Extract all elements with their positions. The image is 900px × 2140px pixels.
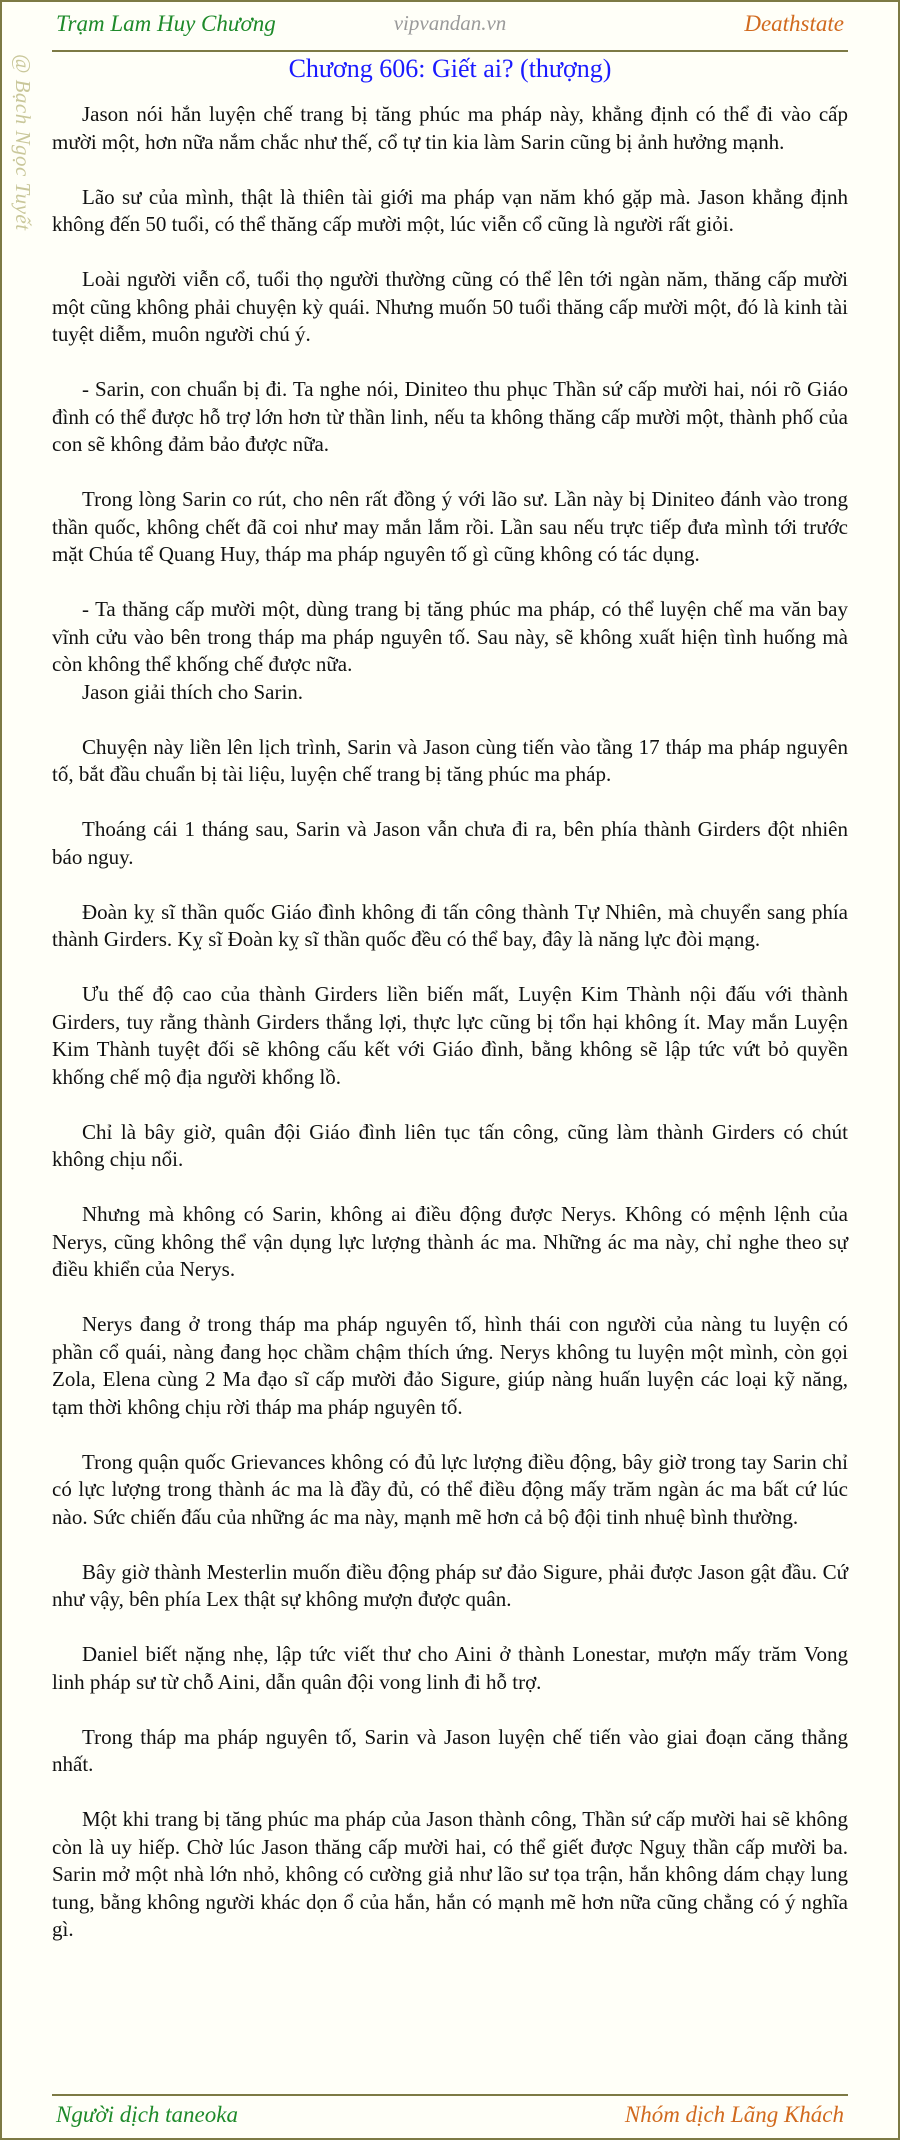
- paragraph: Một khi trang bị tăng phúc ma pháp của Jason thành công, Thần sứ cấp mười hai sẽ không còn là uy hiếp. Chờ lúc Jason thăng cấp mười hai, có thể giết được Nguỵ thần cấp mười ba. Sarin mở một nhà lớn nhỏ, không có cường giả như lão sư tọa trận, hắn không dám chạy lung tung, bằng không người khác dọn ổ của hắn, hắn có mạnh mẽ hơn nữa cũng chẳng có ý nghĩa gì.: [52, 1807, 848, 1941]
- side-watermark: @ Bạch Ngọc Tuyết: [11, 54, 35, 231]
- paragraph: Loài người viễn cổ, tuổi thọ người thường cũng có thể lên tới ngàn năm, thăng cấp mười một cũng không phải chuyện kỳ quái. Nhưng muốn 50 tuổi thăng cấp mười một, đó là kinh tài tuyệt diễm, muôn người chú ý.: [52, 267, 848, 346]
- paragraph: Jason nói hắn luyện chế trang bị tăng phúc ma pháp này, khẳng định có thể đi vào cấp mười một, hơn nữa nắm chắc như thế, cổ tự tin kia làm Sarin cũng bị ảnh hưởng mạnh.: [52, 102, 848, 154]
- paragraph: Thoáng cái 1 tháng sau, Sarin và Jason vẫn chưa đi ra, bên phía thành Girders đột nhiên báo nguy.: [52, 817, 848, 869]
- header-author: Deathstate: [744, 11, 844, 36]
- footer-translator: Người dịch taneoka: [56, 2102, 238, 2127]
- paragraph: Trong lòng Sarin co rút, cho nên rất đồng ý với lão sư. Lần này bị Diniteo đánh vào trong thần quốc, không chết đã coi như may mắn lắm rồi. Lần sau nếu trực tiếp đưa mình tới trước mặt Chúa tể Quang Huy, tháp ma pháp nguyên tố gì cũng không có tác dụng.: [52, 487, 848, 566]
- paragraph: Ưu thế độ cao của thành Girders liền biến mất, Luyện Kim Thành nội đấu với thành Girders, tuy rằng thành Girders thắng lợi, thực lực cũng bị tổn hại không ít. May mắn Luyện Kim Thành tuyệt đối sẽ không cấu kết với Giáo đình, bằng không sẽ lập tức vứt bỏ quyền khống chế mộ địa người khổng lồ.: [52, 982, 848, 1089]
- paragraph: Daniel biết nặng nhẹ, lập tức viết thư cho Aini ở thành Lonestar, mượn mấy trăm Vong linh pháp sư từ chỗ Aini, dẫn quân đội vong linh đi hỗ trợ.: [52, 1642, 848, 1694]
- paragraph: Chuyện này liền lên lịch trình, Sarin và Jason cùng tiến vào tầng 17 tháp ma pháp nguyên tố, bắt đầu chuẩn bị tài liệu, luyện chế trang bị tăng phúc ma pháp.: [52, 734, 848, 786]
- paragraph: Nhưng mà không có Sarin, không ai điều động được Nerys. Không có mệnh lệnh của Nerys, cũng không thể vận dụng lực lượng thành ác ma. Những ác ma này, chỉ nghe theo sự điều khiển của Nerys.: [52, 1202, 848, 1281]
- chapter-body: [52, 101, 848, 1971]
- paragraph: Lão sư của mình, thật là thiên tài giới ma pháp vạn năm khó gặp mà. Jason khẳng định không đến 50 tuổi, có thể thăng cấp mười một, lúc viễn cổ cũng là người rất giỏi.: [52, 184, 848, 236]
- paragraph: Jason giải thích cho Sarin.: [82, 679, 304, 704]
- paragraph: Chỉ là bây giờ, quân đội Giáo đình liên tục tấn công, cũng làm thành Girders có chút không chịu nổi.: [52, 1119, 848, 1171]
- paragraph: Bây giờ thành Mesterlin muốn điều động pháp sư đảo Sigure, phải được Jason gật đầu. Cứ như vậy, bên phía Lex thật sự không mượn được quân.: [52, 1559, 848, 1611]
- paragraph: - Sarin, con chuẩn bị đi. Ta nghe nói, Diniteo thu phục Thần sứ cấp mười hai, nói rõ Giáo đình có thể được hỗ trợ lớn hơn từ thần linh, nếu ta không thăng cấp mười một, thành phố của con sẽ không đảm bảo được nữa.: [52, 377, 848, 456]
- page-header: [52, 2, 848, 52]
- paragraph: Trong tháp ma pháp nguyên tố, Sarin và Jason luyện chế tiến vào giai đoạn căng thẳng nhất.: [52, 1724, 848, 1776]
- paragraph: - Ta thăng cấp mười một, dùng trang bị tăng phúc ma pháp, có thể luyện chế ma văn bay vĩnh cửu vào bên trong tháp ma pháp nguyên tố. Sau này, sẽ không xuất hiện tình huống mà còn không thể khống chế được nữa.: [52, 597, 848, 676]
- paragraph: Nerys đang ở trong tháp ma pháp nguyên tố, hình thái con người của nàng tu luyện có phần cổ quái, nàng đang học chầm chậm thích ứng. Nerys không tu luyện một mình, còn gọi Zola, Elena cùng 2 Ma đạo sĩ cấp mười đảo Sigure, giúp nàng huấn luyện các loại kỹ năng, tạm thời không chịu rời tháp ma pháp nguyên tố.: [52, 1312, 848, 1419]
- chapter-title: Chương 606: Giết ai? (thượng): [288, 54, 612, 83]
- header-site-name: vipvandan.vn: [393, 11, 507, 35]
- paragraph: Trong quận quốc Grievances không có đủ lực lượng điều động, bây giờ trong tay Sarin chỉ có lực lượng trong thành ác ma là đầy đủ, có thể điều động mấy trăm ngàn ác ma bất cứ lúc nào. Sức chiến đấu của những ác ma này, mạnh mẽ hơn cả bộ đội tinh nhuệ bình thường.: [52, 1449, 848, 1529]
- footer-translation-group: Nhóm dịch Lãng Khách: [624, 2102, 844, 2127]
- header-book-title: Trạm Lam Huy Chương: [56, 11, 276, 36]
- page-footer: [52, 2094, 848, 2138]
- paragraph: Đoàn kỵ sĩ thần quốc Giáo đình không đi tấn công thành Tự Nhiên, mà chuyển sang phía thành Girders. Kỵ sĩ Đoàn kỵ sĩ thần quốc đều có thể bay, đây là năng lực đòi mạng.: [52, 899, 848, 951]
